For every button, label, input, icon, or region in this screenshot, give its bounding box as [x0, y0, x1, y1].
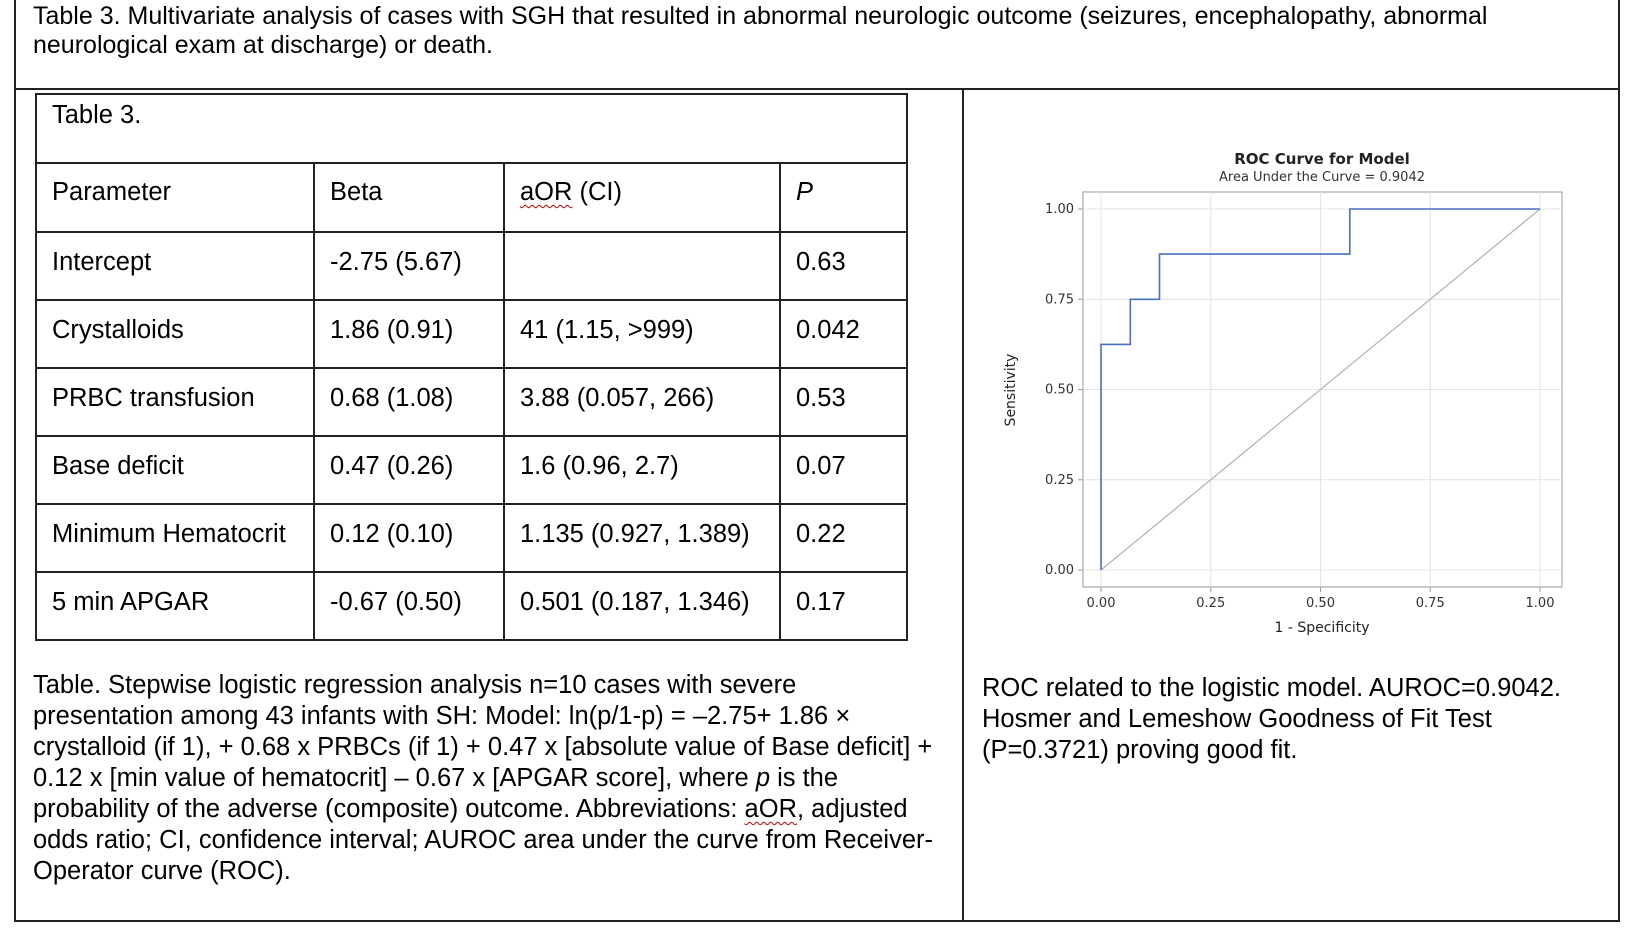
x-tick-label: 1.00: [1525, 596, 1555, 611]
y-tick-label: 0.25: [1045, 472, 1074, 488]
x-tick-label: 0.00: [1086, 596, 1116, 611]
cell-beta: -0.67 (0.50): [314, 572, 504, 640]
cell-p: 0.07: [780, 436, 907, 504]
header-aor-abbrev: aOR: [520, 178, 573, 206]
cell-aor: 0.501 (0.187, 1.346): [504, 572, 780, 640]
cell-parameter: PRBC transfusion: [36, 368, 314, 436]
footnote-text-2: is the probability of the adverse (composite) outcome. Abbreviations:: [33, 764, 839, 823]
y-axis-label: Sensitivity: [1003, 353, 1019, 427]
x-tick-label: 0.75: [1415, 596, 1445, 611]
cell-aor: 1.6 (0.96, 2.7): [504, 436, 780, 504]
cell-aor: 3.88 (0.057, 266): [504, 368, 780, 436]
footnote-p-symbol: p: [755, 764, 771, 792]
y-tick-label: 0.00: [1045, 563, 1074, 578]
cell-parameter: Intercept: [36, 232, 314, 300]
table-title: Table 3.: [36, 94, 907, 163]
chart-subtitle: Area Under the Curve = 0.9042: [1219, 170, 1425, 185]
cell-p: 0.042: [780, 300, 907, 368]
footnote-text-1: Table. Stepwise logistic regression analysis n=10 cases with severe presentation among 43 infants with SH: Model: ln(p/1-p) = –2.75+ 1.86 × crystalloid (if 1), + 0.68 x PRBCs (if 1) + 0.47 x [absolute value of Base deficit] + 0.12 x [min value of hematocrit] – 0.67 x [APGAR score], where: [33, 671, 933, 792]
cell-parameter: Base deficit: [36, 436, 314, 504]
cell-aor: 1.135 (0.927, 1.389): [504, 504, 780, 572]
footnote-text-3: , adjusted odds ratio; CI, confidence interval; AUROC area under the curve from Receiver-Operator curve (ROC).: [33, 795, 933, 885]
cell-p: 0.63: [780, 232, 907, 300]
y-tick-label: 0.75: [1045, 292, 1074, 308]
x-axis-label: 1 - Specificity: [1274, 620, 1370, 636]
roc-footnote: ROC related to the logistic model. AUROC=0.9042. Hosmer and Lemeshow Goodness of Fit Test (P=0.3721) proving good fit.: [982, 674, 1561, 764]
header-p: P: [780, 163, 907, 232]
cell-beta: 0.47 (0.26): [314, 436, 504, 504]
cell-beta: 1.86 (0.91): [314, 300, 504, 368]
cell-p: 0.53: [780, 368, 907, 436]
cell-aor: 41 (1.15, >999): [504, 300, 780, 368]
x-tick-label: 0.25: [1196, 596, 1226, 611]
y-tick-label: 0.50: [1045, 382, 1074, 398]
footnote-aor-abbrev: aOR: [744, 795, 797, 823]
cell-parameter: 5 min APGAR: [36, 572, 314, 640]
figure-caption: Table 3. Multivariate analysis of cases with SGH that resulted in abnormal neurologic outcome (seizures, encephalopathy, abnormal neurological exam at discharge) or death.: [33, 2, 1488, 59]
cell-p: 0.17: [780, 572, 907, 640]
cell-beta: 0.68 (1.08): [314, 368, 504, 436]
cell-beta: -2.75 (5.67): [314, 232, 504, 300]
chart-title: ROC Curve for Model: [1234, 150, 1410, 168]
cell-parameter: Minimum Hematocrit: [36, 504, 314, 572]
y-tick-label: 1.00: [1045, 202, 1074, 217]
header-beta: Beta: [314, 163, 504, 232]
x-tick-label: 0.50: [1306, 596, 1335, 611]
header-parameter: Parameter: [36, 163, 314, 232]
grid: [1083, 192, 1562, 587]
cell-beta: 0.12 (0.10): [314, 504, 504, 572]
cell-p: 0.22: [780, 504, 907, 572]
cell-parameter: Crystalloids: [36, 300, 314, 368]
header-ci: (CI): [572, 178, 623, 206]
